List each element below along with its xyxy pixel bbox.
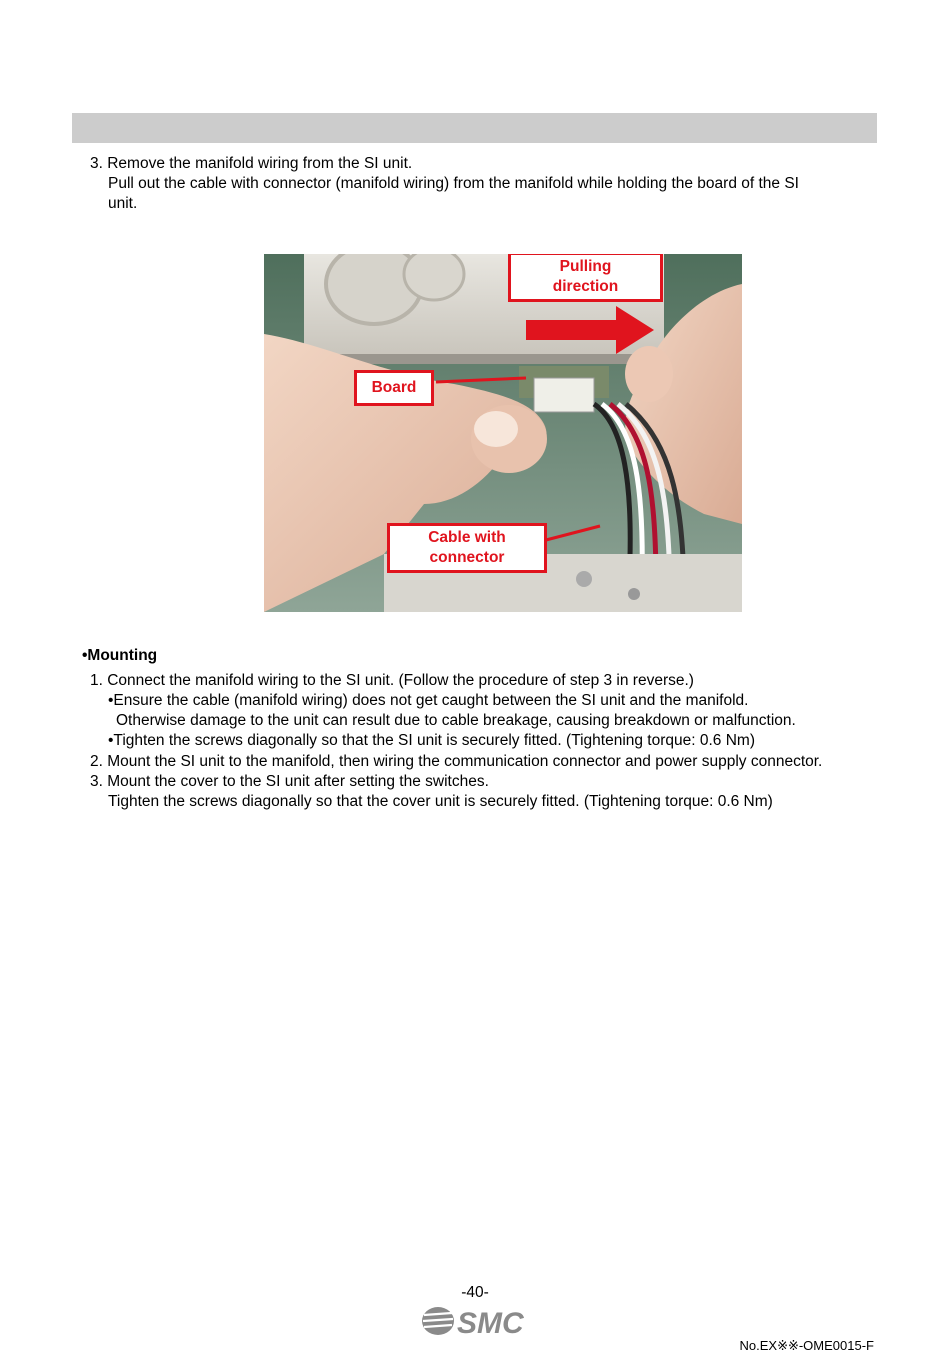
section-header-bar (72, 113, 877, 143)
mounting-item-1: 1. Connect the manifold wiring to the SI unit. (Follow the procedure of step 3 in reverse.) (90, 672, 694, 689)
mounting-item-3-cont: Tighten the screws diagonally so that the cover unit is securely fitted. (Tightening torque: 0.6 Nm) (108, 793, 773, 810)
step3-line1: Pull out the cable with connector (manifold wiring) from the manifold while holding the board of the SI (108, 175, 799, 192)
smc-logo-icon (421, 1303, 531, 1339)
callout-cable-with-connector: Cable with connector (387, 523, 547, 573)
step3-heading: 3. Remove the manifold wiring from the SI unit. (90, 155, 413, 172)
mounting-title: •Mounting (82, 647, 158, 664)
callout-pulling-direction: Pulling direction (508, 254, 663, 302)
document-number: No.EX※※-OME0015-F (739, 1338, 874, 1353)
page-number: -40- (461, 1284, 489, 1301)
mounting-item-3: 3. Mount the cover to the SI unit after setting the switches. (90, 773, 489, 790)
svg-text:SMC: SMC (457, 1307, 524, 1339)
mounting-bullet-1-cont: Otherwise damage to the unit can result due to cable breakage, causing breakdown or malfunction. (116, 712, 796, 729)
mounting-item-2: 2. Mount the SI unit to the manifold, then wiring the communication connector and power supply connector. (90, 753, 823, 770)
removal-photo (264, 254, 742, 612)
mounting-bullet-1: •Ensure the cable (manifold wiring) does not get caught between the SI unit and the manifold. (108, 692, 749, 709)
step3-line2: unit. (108, 195, 138, 212)
callout-board: Board (354, 370, 434, 406)
mounting-bullet-2: •Tighten the screws diagonally so that the SI unit is securely fitted. (Tightening torque: 0.6 Nm) (108, 732, 755, 749)
